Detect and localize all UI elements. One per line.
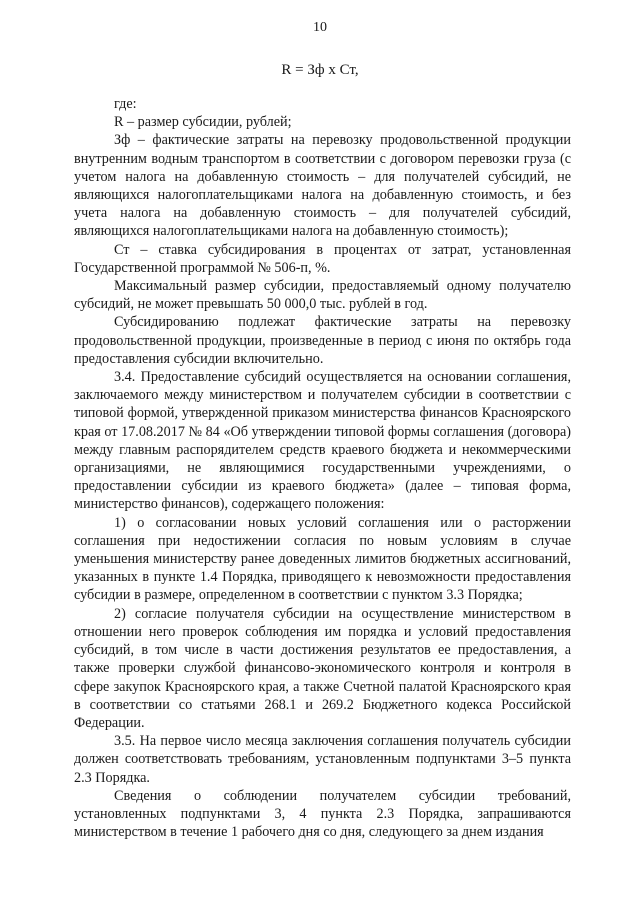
paragraph-3-4: 3.4. Предоставление субсидий осуществляется на основании соглашения, заключаемого между министерством и получателем субсидии в соответствии с типовой формой, утвержденной приказом министерства финансов Красноярского края от 17.08.2017 № 84 «Об утверждении типовой формы соглашения (договора) между главным распорядителем средств краевого бюджета и некоммерческими организациями, не являющимися государственными учреждениями, о предоставлении субсидии из краевого бюджета» (далее – типовая форма, министерство финансов), содержащего положения: [74, 369, 571, 513]
paragraph-subsidized-costs: Субсидированию подлежат фактические затраты на перевозку продовольственной продукции, произведенные в период с июня по октябрь года предоставления субсидии включительно. [74, 314, 571, 367]
paragraph-where: где: [114, 96, 137, 112]
paragraph-item-1: 1) о согласовании новых условий соглашения или о расторжении соглашения при недостижении согласия по новым условиям в случае уменьшения министерству ранее доведенных лимитов бюджетных ассигнований, указанных в пункте 1.4 Порядка, приводящего к невозможности предоставления субсидии в размере, определенном в соответствии с пунктом 3.3 Порядка; [74, 514, 571, 604]
document-body [74, 95, 571, 841]
subsidy-formula: R = Зф х Ст, [281, 62, 359, 78]
paragraph-compliance-info: Сведения о соблюдении получателем субсидии требований, установленных подпунктами 3, 4 пункта 2.3 Порядка, запрашиваются министерством в течение 1 рабочего дня со дня, следующего за днем издания [74, 787, 571, 841]
paragraph-r-definition: R – размер субсидии, рублей; [114, 114, 292, 131]
paragraph-item-2: 2) согласие получателя субсидии на осуществление министерством в отношении него проверок соблюдения им порядка и условий предоставления субсидий, в том числе в части достижения результатов ее предоставления, а также проверки службой финансово-экономического контроля и контроля в сфере закупок Красноярского края, а также Счетной палатой Красноярского края в соответствии со статьями 268.1 и 269.2 Бюджетного кодекса Российской Федерации. [74, 605, 571, 731]
paragraph-zf-definition: Зф – фактические затраты на перевозку продовольственной продукции внутренним водным транспортом в соответствии с договором перевозки груза (с учетом налога на добавленную стоимость – для получателей субсидий, не являющихся налогоплательщиками налога на добавленную стоимость, и без учета налога на добавленную стоимость – для получателей субсидий, являющихся налогоплательщиками налога на добавленную стоимость); [74, 132, 571, 240]
page-number: 10 [313, 20, 327, 35]
paragraph-st-definition: Ст – ставка субсидирования в процентах от затрат, установленная Государственной программой № 506-п, %. [74, 241, 571, 276]
paragraph-max-subsidy: Максимальный размер субсидии, предоставляемый одному получателю субсидий, не может превышать 50 000,0 тыс. рублей в год. [74, 278, 571, 313]
paragraph-3-5: 3.5. На первое число месяца заключения соглашения получатель субсидии должен соответствовать требованиям, установленным подпунктами 3–5 пункта 2.3 Порядка. [74, 733, 571, 786]
